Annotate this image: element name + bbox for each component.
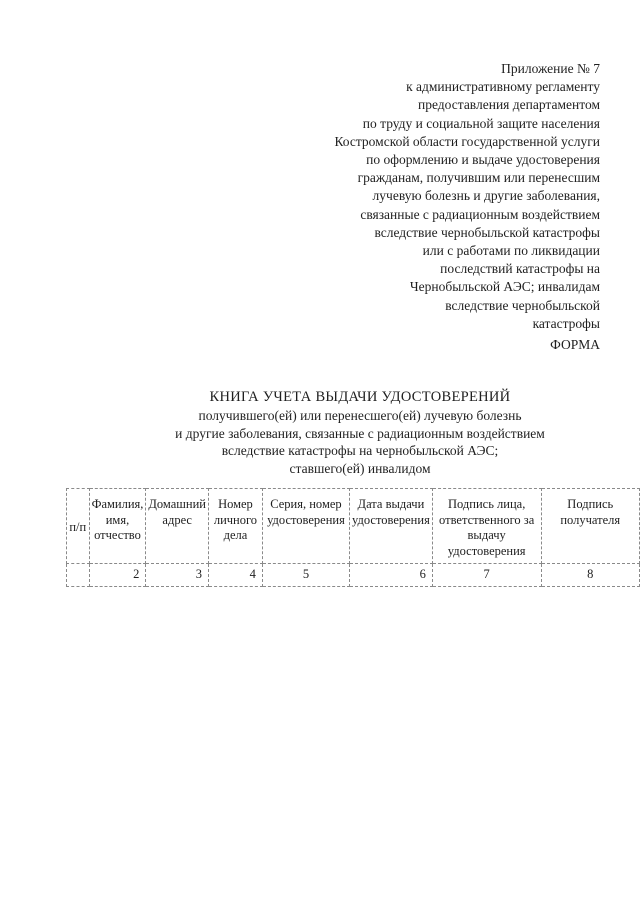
document-title-block <box>60 388 640 477</box>
header-case-number: Номер личного дела <box>209 489 263 564</box>
column-number: 3 <box>146 564 209 587</box>
appendix-line: или с работами по ликвидации <box>422 243 600 259</box>
appendix-line: вследствие чернобыльской катастрофы <box>374 224 600 240</box>
table-header-row <box>67 489 640 564</box>
subtitle-line: вследствие катастрофы на чернобыльской АЭС; <box>221 443 499 458</box>
header-recipient-signature: Подпись получателя <box>541 489 639 564</box>
header-full-name: Фамилия, имя, отчество <box>89 489 146 564</box>
header-issue-date: Дата выдачи удостоверения <box>350 489 433 564</box>
appendix-line: предоставления департаментом <box>418 97 600 113</box>
header-row-number: п/п <box>67 489 90 564</box>
header-home-address: Домашний адрес <box>146 489 209 564</box>
column-number: 8 <box>541 564 639 587</box>
appendix-line: вследствие чернобыльской <box>445 297 600 313</box>
document-title: КНИГА УЧЕТА ВЫДАЧИ УДОСТОВЕРЕНИЙ <box>209 389 511 405</box>
column-number: 6 <box>350 564 433 587</box>
appendix-line: Костромской области государственной услуги <box>334 133 600 149</box>
column-number <box>67 564 90 587</box>
header-responsible-signature: Подпись лица, ответственного за выдачу удостоверения <box>432 489 541 564</box>
subtitle-line: ставшего(ей) инвалидом <box>289 460 431 476</box>
appendix-line: к административному регламенту <box>406 79 600 95</box>
column-number: 4 <box>209 564 263 587</box>
appendix-line: по оформлению и выдаче удостоверения <box>366 152 600 168</box>
appendix-line: связанные с радиационным воздействием <box>360 206 600 222</box>
column-number: 7 <box>432 564 541 587</box>
subtitle-line: получившего(ей) или перенесшего(ей) лучевую болезнь <box>198 408 522 423</box>
document-subtitle <box>60 407 640 477</box>
header-certificate-series: Серия, номер удостоверения <box>262 489 349 564</box>
appendix-line: лучевую болезнь и другие заболевания, <box>372 188 600 204</box>
appendix-block <box>240 60 600 333</box>
column-number: 2 <box>89 564 146 587</box>
form-label: ФОРМА <box>550 337 600 352</box>
appendix-line: катастрофы <box>532 315 600 331</box>
appendix-line: Чернобыльской АЭС; инвалидам <box>409 279 600 295</box>
appendix-line: по труду и социальной защите населения <box>362 115 600 131</box>
column-number: 5 <box>262 564 349 587</box>
appendix-line: последствий катастрофы на <box>440 261 600 277</box>
appendix-line: Приложение № 7 <box>501 61 600 76</box>
subtitle-line: и другие заболевания, связанные с радиационным воздействием <box>175 425 545 441</box>
table-number-row <box>67 564 640 587</box>
appendix-line: гражданам, получившим или перенесшим <box>357 170 600 186</box>
issuance-register-table <box>66 488 640 587</box>
